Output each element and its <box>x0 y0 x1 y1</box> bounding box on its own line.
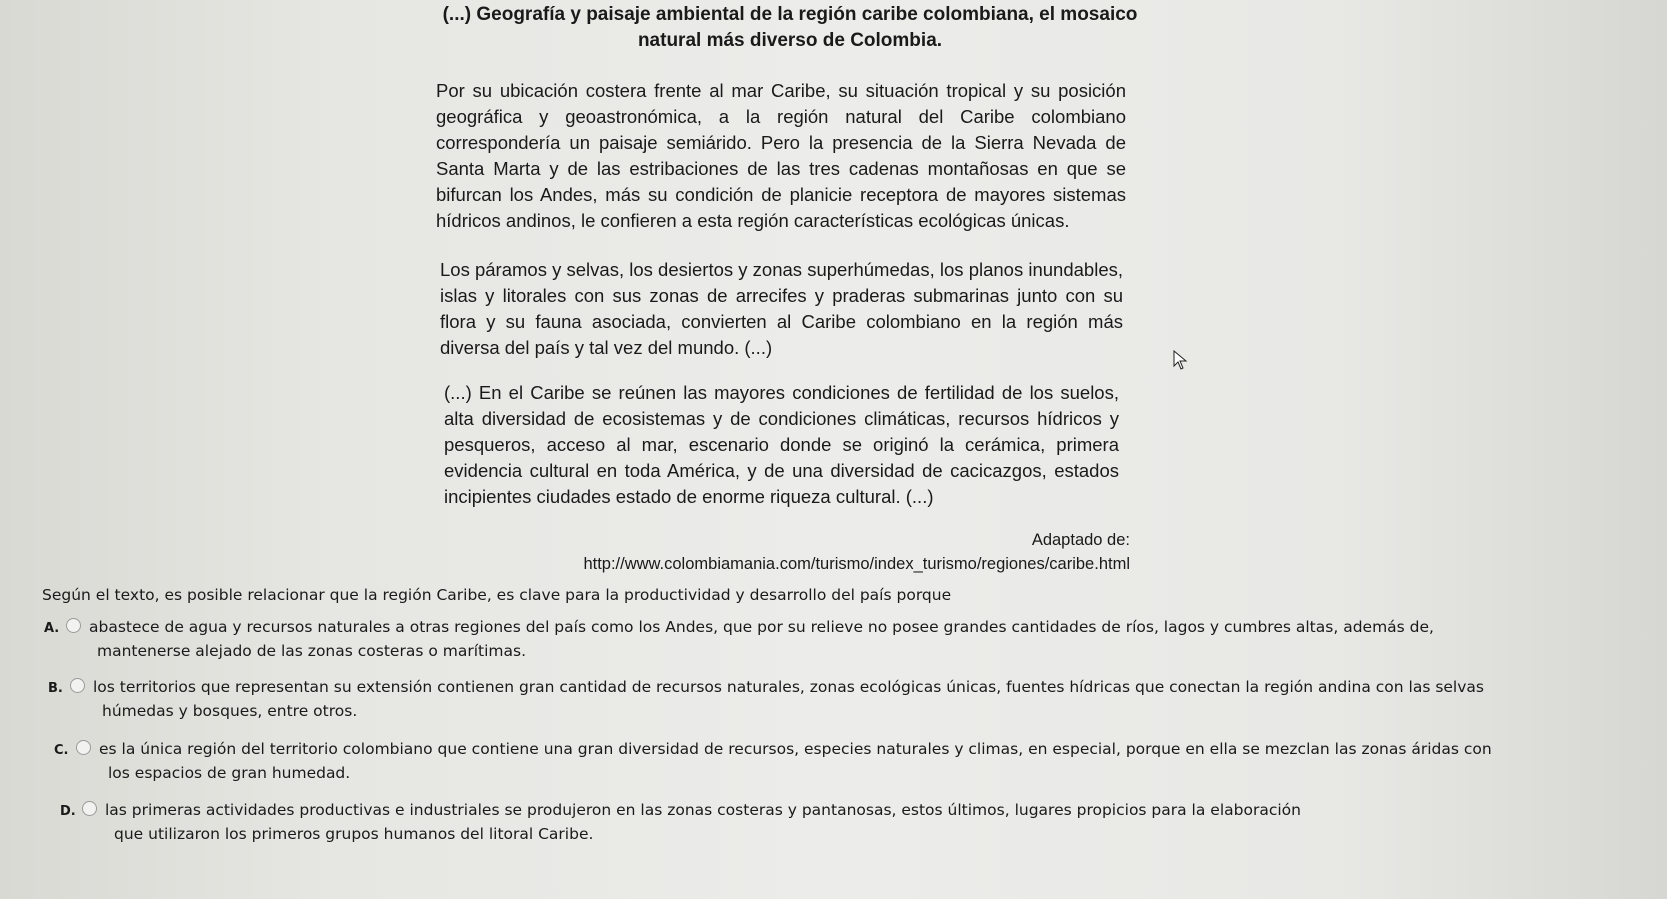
radio-button-icon[interactable] <box>76 740 91 755</box>
option-a[interactable] <box>44 616 1434 662</box>
source-citation <box>540 528 1130 576</box>
option-text-line1: las primeras actividades productivas e industriales se produjeron en las zonas costeras y pantanosas, estos últimos, lugares propicios para la elaboración <box>105 801 1301 819</box>
radio-button-icon[interactable] <box>66 618 81 633</box>
paragraph-1: Por su ubicación costera frente al mar Caribe, su situación tropical y su posición geográfica y geoastronómica, a la región natural del Caribe colombiano correspondería un paisaje semiárido. Pero la presencia de la Sierra Nevada de Santa Marta y de las estribaciones de las tres cadenas montañosas en que se bifurcan los Andes, más su condición de planicie receptora de mayores sistemas hídricos andinos, le confieren a esta región características ecológicas únicas. <box>436 80 1126 231</box>
option-letter: A. <box>44 621 60 636</box>
option-text-line1: los territorios que representan su extensión contienen gran cantidad de recursos naturales, zonas ecológicas únicas, fuentes hídricas que conectan la región andina con las selvas <box>93 678 1484 696</box>
reading-passage <box>430 0 1150 573</box>
radio-button-icon[interactable] <box>70 678 85 693</box>
option-letter: D. <box>60 804 76 819</box>
paragraph-2: Los páramos y selvas, los desiertos y zonas superhúmedas, los planos inundables, islas y litorales con sus zonas de arrecifes y praderas submarinas junto con su flora y su fauna asociada, convierten al Caribe colombiano en la región más diversa del país y tal vez del mundo. (...) <box>440 259 1123 358</box>
source-url: http://www.colombiamania.com/turismo/index_turismo/regiones/caribe.html <box>583 555 1130 573</box>
radio-button-icon[interactable] <box>82 801 97 816</box>
option-b[interactable] <box>48 676 1484 722</box>
option-text-line2: húmedas y bosques, entre otros. <box>102 702 358 720</box>
title-line-1: (...) Geografía y paisaje ambiental de la región caribe colombiana, el mosaico <box>442 4 1138 25</box>
title-line-2: natural más diverso de Colombia. <box>637 30 943 51</box>
option-d[interactable] <box>60 799 1301 845</box>
option-text-line2: los espacios de gran humedad. <box>108 764 351 782</box>
option-text-line2: mantenerse alejado de las zonas costeras o marítimas. <box>97 642 526 660</box>
source-label: Adaptado de: <box>1031 531 1130 549</box>
paragraph-3: (...) En el Caribe se reúnen las mayores condiciones de fertilidad de los suelos, alta diversidad de ecosistemas y de condiciones climáticas, recursos hídricos y pesqueros, acceso al mar, escenario donde se originó la cerámica, primera evidencia cultural en toda América, y de una diversidad de cacicazgos, estados incipientes ciudades estado de enorme riqueza cultural. (...) <box>444 382 1119 507</box>
reading-title <box>430 0 1150 56</box>
option-letter: C. <box>54 743 69 758</box>
option-text-line1: abastece de agua y recursos naturales a otras regiones del país como los Andes, que por su relieve no posee grandes cantidades de ríos, lagos y cumbres altas, además de, <box>89 618 1434 636</box>
option-c[interactable] <box>54 738 1492 784</box>
mouse-pointer-icon <box>1173 350 1189 370</box>
option-text-line2: que utilizaron los primeros grupos humanos del litoral Caribe. <box>114 825 594 843</box>
question-prompt: Según el texto, es posible relacionar que la región Caribe, es clave para la productividad y desarrollo del país porque <box>42 586 952 604</box>
option-text-line1: es la única región del territorio colombiano que contiene una gran diversidad de recursos, especies naturales y climas, en especial, porque en ella se mezclan las zonas áridas con <box>99 740 1492 758</box>
option-letter: B. <box>48 681 63 696</box>
